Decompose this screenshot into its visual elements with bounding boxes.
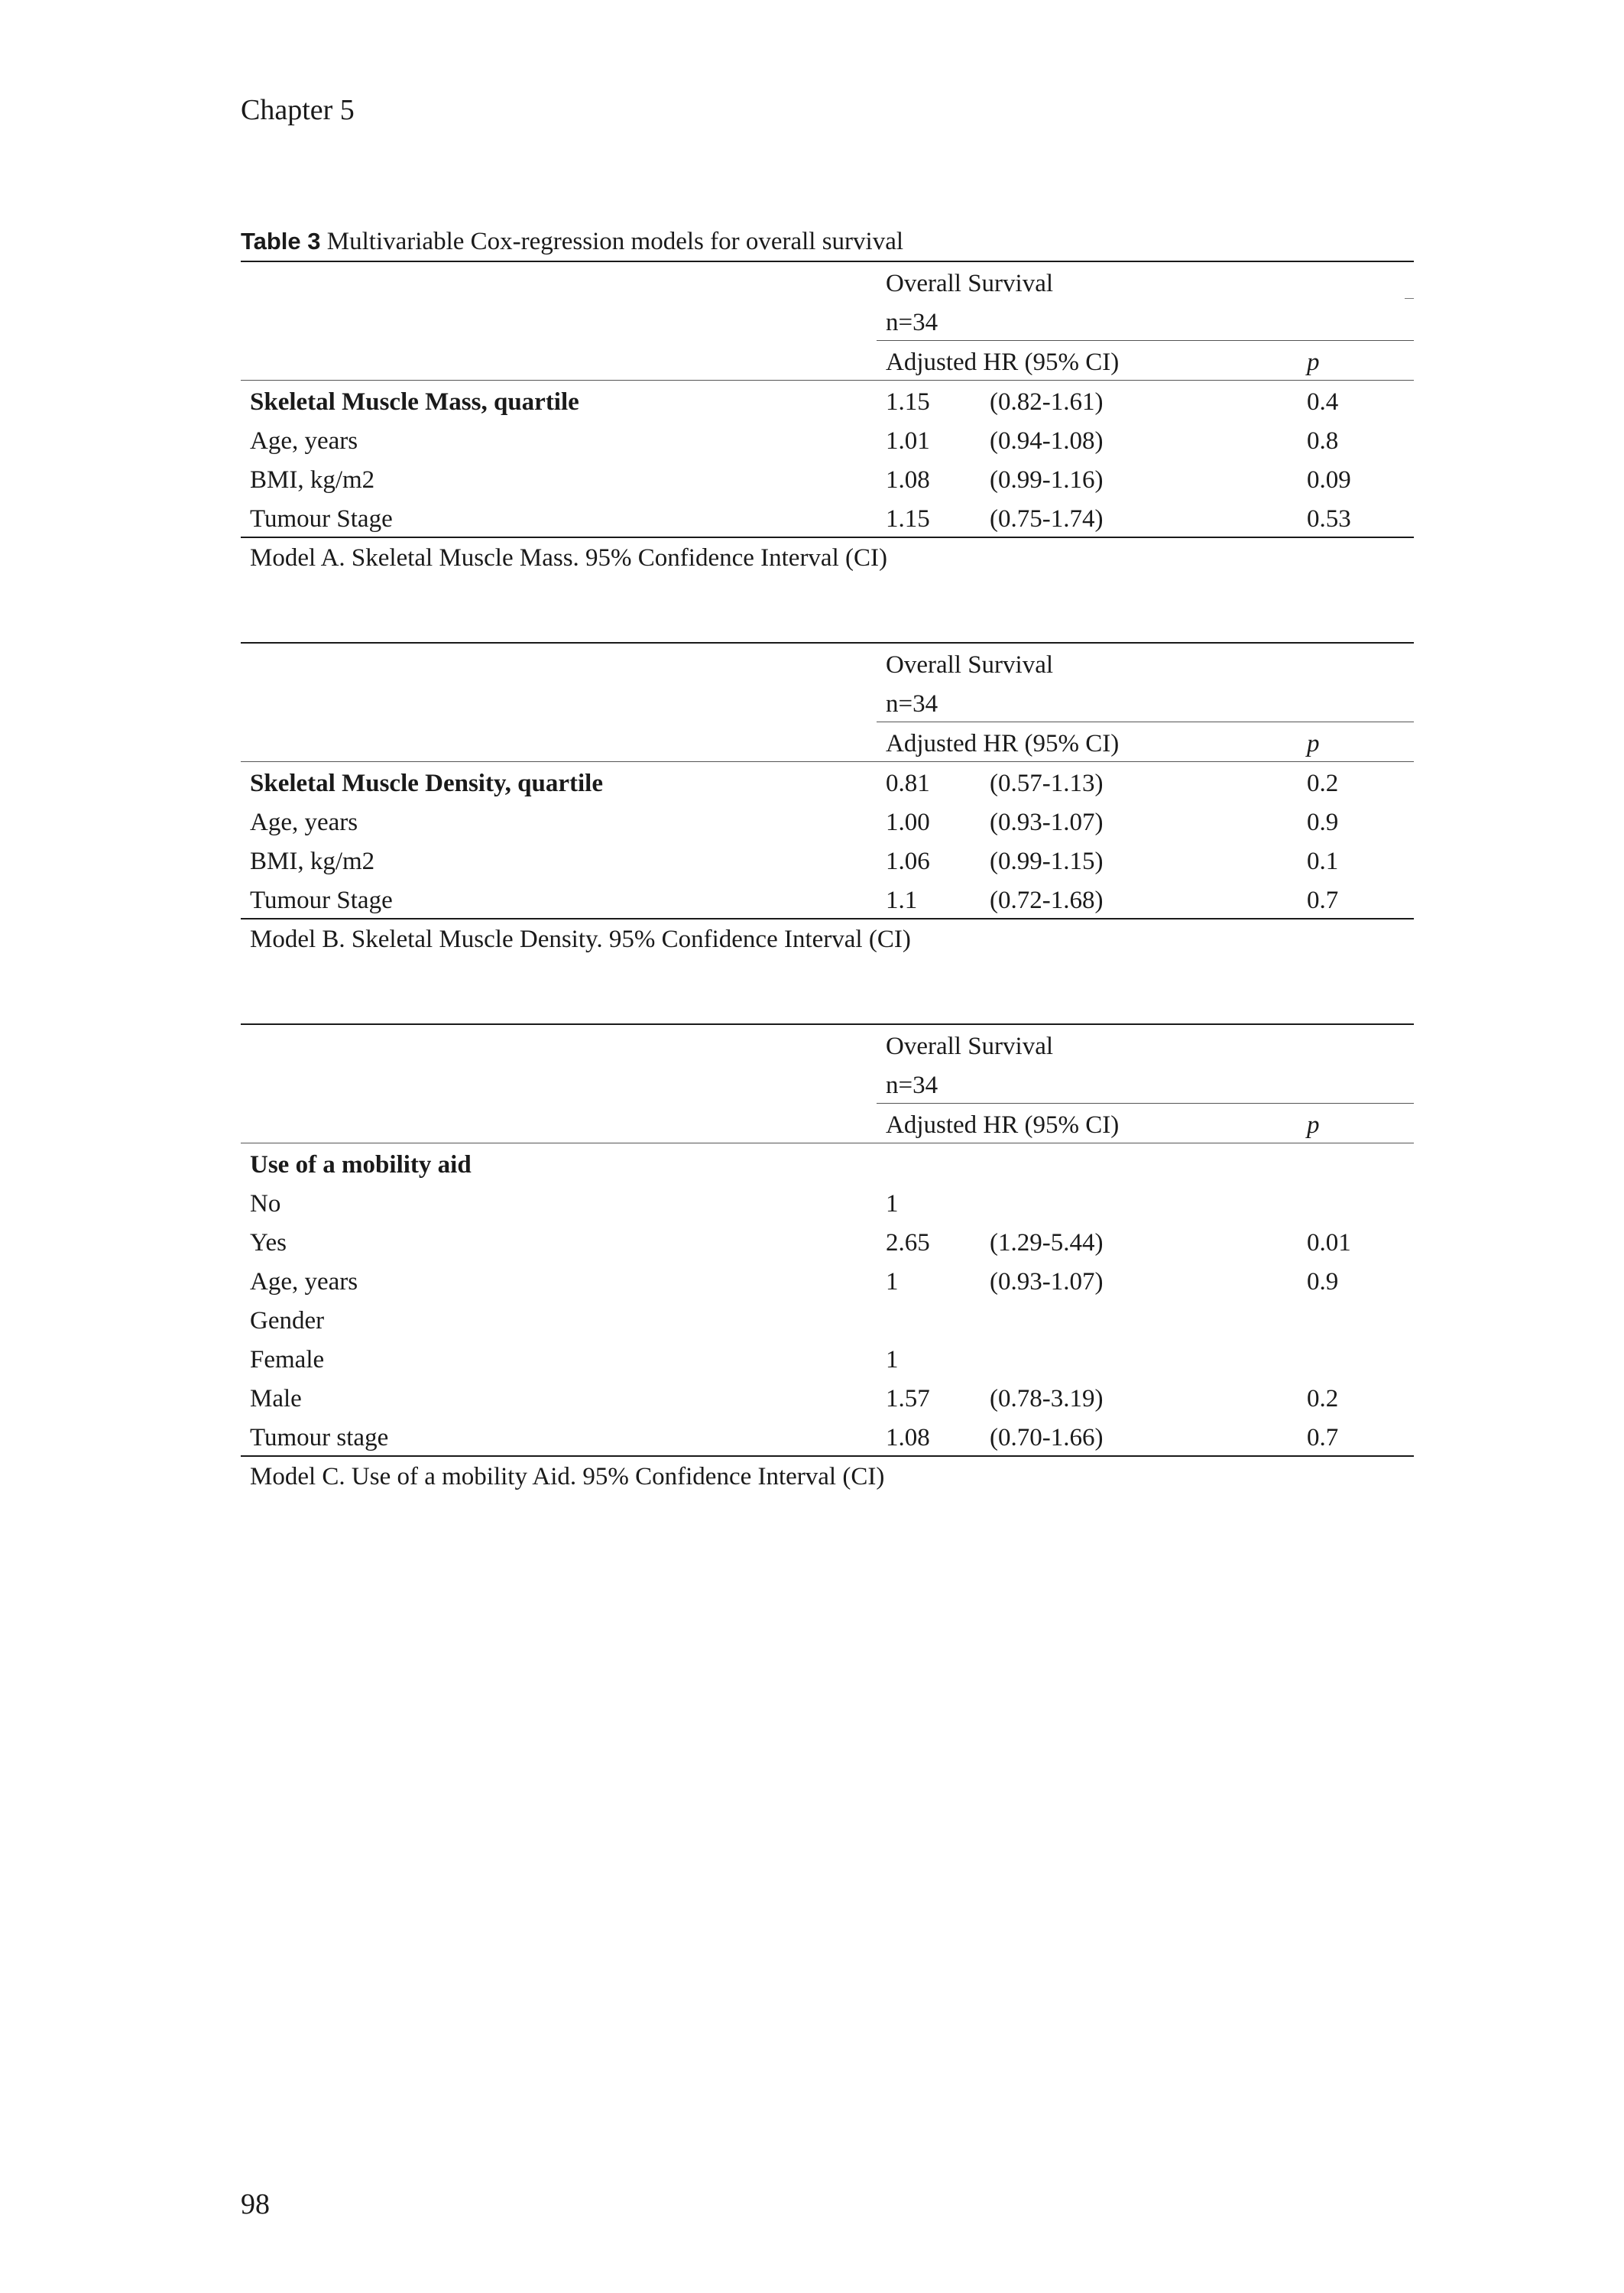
header-n-row (877, 683, 1414, 722)
row-ci: (1.29-5.44) (990, 1229, 1104, 1257)
header-hr: Adjusted HR (95% CI) (886, 349, 1120, 376)
row-p: 0.7 (1307, 887, 1339, 914)
row-label: Tumour Stage (250, 887, 393, 914)
row-p: 0.01 (1307, 1229, 1351, 1257)
header-n: n=34 (886, 1072, 938, 1099)
row-ci: (0.57-1.13) (990, 770, 1104, 797)
header-hr: Adjusted HR (95% CI) (886, 1111, 1120, 1139)
row-p: 0.8 (1307, 427, 1339, 455)
table-row (241, 1377, 1414, 1416)
header-columns-row (241, 341, 1414, 381)
page-number: 98 (241, 2188, 270, 2220)
model-c-table (241, 1023, 1414, 1492)
row-hr: 1.15 (886, 505, 930, 533)
header-hr: Adjusted HR (95% CI) (886, 730, 1120, 757)
row-p: 0.1 (1307, 848, 1339, 875)
row-label: Age, years (250, 1268, 358, 1296)
row-label: Female (250, 1346, 325, 1374)
row-ci: (0.93-1.07) (990, 809, 1104, 836)
table-caption-label: Table 3 (241, 228, 321, 255)
row-p: 0.2 (1307, 1385, 1339, 1412)
row-p: 0.09 (1307, 466, 1351, 494)
row-hr: 1 (886, 1190, 899, 1218)
row-ci: (0.75-1.74) (990, 505, 1104, 533)
row-hr: 1.57 (886, 1385, 930, 1412)
row-hr: 1.01 (886, 427, 930, 455)
table-row (241, 879, 1414, 919)
table-row (241, 840, 1414, 879)
header-p: p (1307, 1111, 1320, 1139)
table-caption-text: Multivariable Cox-regression models for overall survival (320, 228, 904, 255)
row-hr: 1.08 (886, 1424, 930, 1451)
header-group: Overall Survival (886, 1033, 1054, 1060)
row-label: Skeletal Muscle Mass, quartile (250, 388, 579, 416)
table-row (241, 762, 1414, 801)
row-hr: 1.06 (886, 848, 930, 875)
table-caption (241, 226, 903, 257)
row-ci: (0.78-3.19) (990, 1385, 1104, 1412)
row-p: 0.4 (1307, 388, 1339, 416)
table-row (241, 1221, 1414, 1260)
model-b-note: Model B. Skeletal Muscle Density. 95% Confidence Interval (CI) (250, 926, 911, 953)
table-row (241, 1143, 1414, 1182)
row-ci: (0.93-1.07) (990, 1268, 1104, 1296)
row-label: Use of a mobility aid (250, 1151, 472, 1179)
header-group: Overall Survival (886, 270, 1054, 297)
table-row (241, 801, 1414, 840)
table-row (241, 1299, 1414, 1338)
header-group-row (241, 262, 1414, 301)
row-p: 0.7 (1307, 1424, 1339, 1451)
row-ci: (0.72-1.68) (990, 887, 1104, 914)
model-a-table (241, 261, 1414, 573)
row-label: Male (250, 1385, 302, 1412)
header-p: p (1307, 730, 1320, 757)
row-hr: 1 (886, 1268, 899, 1296)
row-p: 0.2 (1307, 770, 1339, 797)
row-label: Gender (250, 1307, 325, 1335)
header-group-row (241, 644, 1414, 683)
row-hr: 1 (886, 1346, 899, 1374)
header-n-row (877, 1064, 1414, 1104)
row-p: 0.9 (1307, 1268, 1339, 1296)
model-b-table (241, 642, 1414, 955)
row-hr: 1.15 (886, 388, 930, 416)
row-hr: 1.00 (886, 809, 930, 836)
model-a-note: Model A. Skeletal Muscle Mass. 95% Confidence Interval (CI) (250, 544, 887, 572)
row-label: Skeletal Muscle Density, quartile (250, 770, 603, 797)
row-ci: (0.99-1.16) (990, 466, 1104, 494)
header-p: p (1307, 349, 1320, 376)
row-p: 0.53 (1307, 505, 1351, 533)
row-ci: (0.70-1.66) (990, 1424, 1104, 1451)
running-head: Chapter 5 (241, 94, 355, 126)
table-row (241, 1260, 1414, 1299)
table-row (241, 1182, 1414, 1221)
table-row (241, 1416, 1414, 1457)
row-hr: 1.1 (886, 887, 918, 914)
header-group: Overall Survival (886, 651, 1054, 679)
row-hr: 1.08 (886, 466, 930, 494)
table-row (241, 459, 1414, 498)
model-c-note: Model C. Use of a mobility Aid. 95% Confidence Interval (CI) (250, 1463, 885, 1490)
table-row (241, 381, 1414, 420)
row-label: Yes (250, 1229, 287, 1257)
row-label: BMI, kg/m2 (250, 466, 375, 494)
header-columns-row (241, 722, 1414, 762)
row-label: Tumour Stage (250, 505, 393, 533)
row-hr: 2.65 (886, 1229, 930, 1257)
header-n: n=34 (886, 309, 938, 336)
header-n: n=34 (886, 690, 938, 718)
row-ci: (0.94-1.08) (990, 427, 1104, 455)
row-hr: 0.81 (886, 770, 930, 797)
header-n-row (877, 301, 1414, 341)
table-row (241, 498, 1414, 538)
header-columns-row (241, 1104, 1414, 1143)
row-ci: (0.82-1.61) (990, 388, 1104, 416)
row-p: 0.9 (1307, 809, 1339, 836)
row-label: BMI, kg/m2 (250, 848, 375, 875)
header-group-row (241, 1025, 1414, 1064)
table-row (241, 1338, 1414, 1377)
row-ci: (0.99-1.15) (990, 848, 1104, 875)
row-label: Age, years (250, 809, 358, 836)
row-label: No (250, 1190, 281, 1218)
row-label: Age, years (250, 427, 358, 455)
table-row (241, 420, 1414, 459)
row-label: Tumour stage (250, 1424, 389, 1451)
